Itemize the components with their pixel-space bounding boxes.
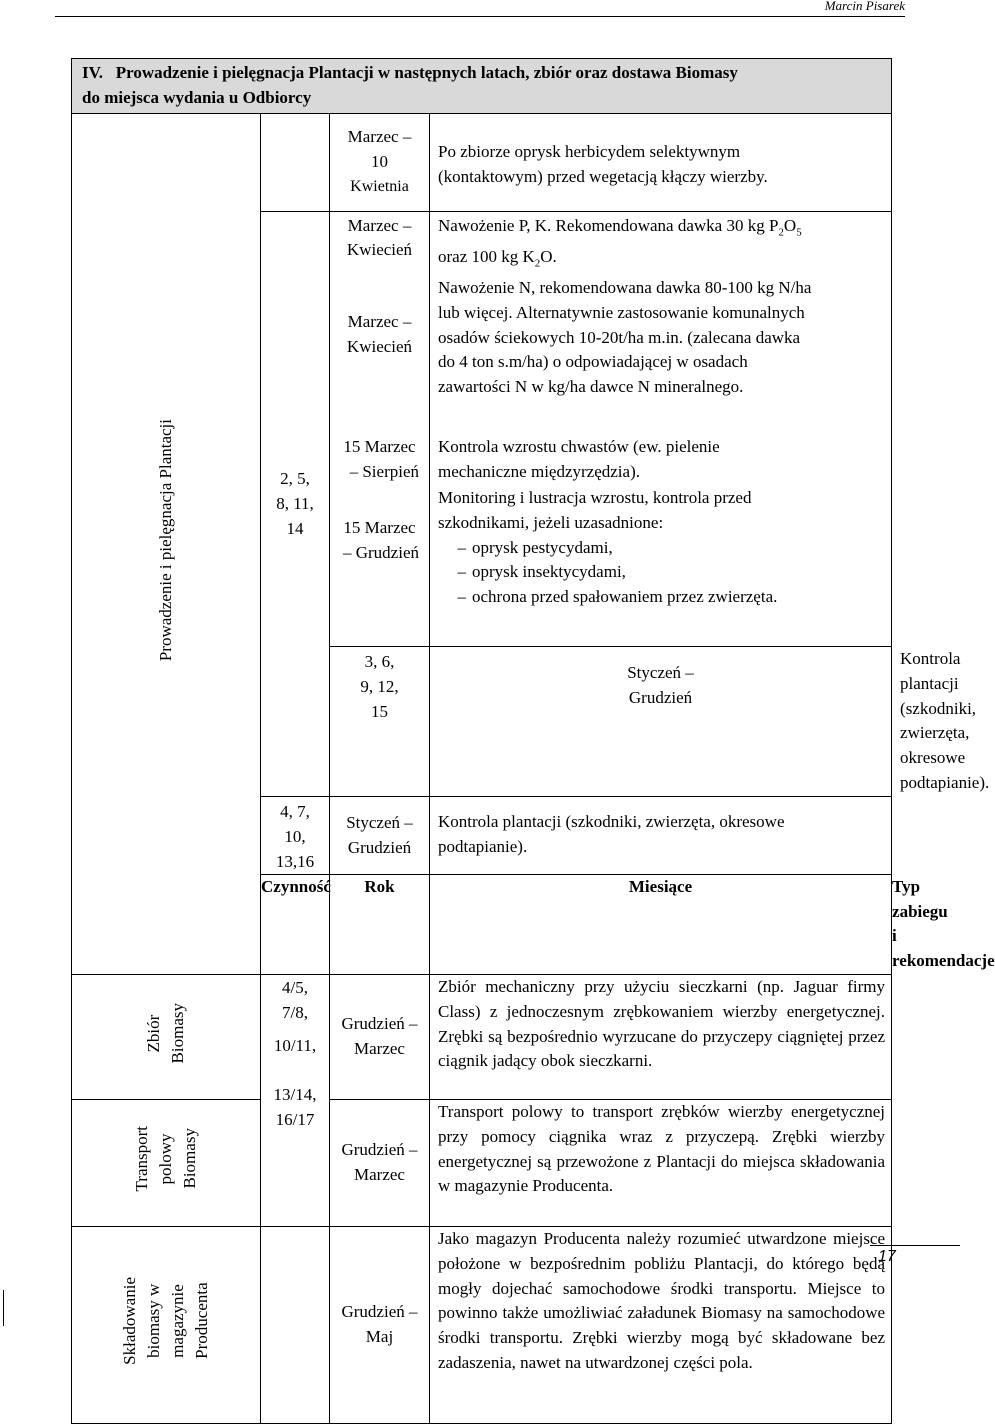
- month-text: Grudzień –: [341, 1302, 418, 1322]
- recommendation-cell: [430, 486, 892, 647]
- month-text: Kwietnia: [350, 177, 409, 195]
- year-text: 13,16: [275, 851, 315, 871]
- year-cell: [261, 211, 330, 796]
- year-text: 8, 11,: [276, 494, 314, 514]
- month-text: 15 Marzec: [343, 517, 416, 537]
- month-text: Kwiecień: [346, 336, 413, 356]
- year-text: 4/5,: [282, 977, 308, 997]
- month-text: – Grudzień: [342, 542, 419, 562]
- year-cell: [261, 1226, 330, 1423]
- table-row: [72, 974, 892, 1099]
- recommendation-line: osadów ściekowych 10-20t/ha m.in. (zalecana dawka: [438, 327, 801, 347]
- year-text: 16/17: [275, 1109, 315, 1129]
- recommendation-cell: Transport polowy to transport zrębków wierzby energetycznej przy pomocy ciągnika wraz z przyczepą. Zrębki wierzby energetycznej są przewożone z Plantacji do miejsca składowania w magazynie Producenta.: [430, 1099, 892, 1226]
- section-header-row: [72, 59, 892, 114]
- recommendation-cell: [430, 113, 892, 211]
- recommendation-cell: [430, 435, 892, 486]
- month-cell: [330, 1099, 430, 1226]
- recommendation-line: Kontrola plantacji (szkodniki, zwierzęta, okresowe: [438, 812, 785, 832]
- footer-rule: [870, 1245, 960, 1246]
- category-label: Składowanie biomasy w magazynie Producenta: [120, 1277, 211, 1365]
- month-text: Styczeń –: [627, 662, 694, 682]
- month-text: Styczeń –: [346, 812, 413, 832]
- month-text: Kwiecień: [346, 240, 413, 260]
- category-cell: [72, 1226, 261, 1423]
- table-row: [72, 1099, 892, 1226]
- year-cell: [330, 646, 430, 796]
- year-text: 9, 12,: [360, 676, 399, 696]
- table-row: [72, 113, 892, 211]
- column-header: Rok: [330, 874, 430, 974]
- section-heading: [72, 59, 892, 114]
- month-text: Grudzień –: [341, 1014, 418, 1034]
- month-cell: [330, 113, 430, 211]
- recommendation-line: szkodnikami, jeżeli uzasadnione:: [438, 512, 664, 532]
- month-cell: [330, 796, 430, 874]
- category-label: Zbiór Biomasy: [144, 1002, 187, 1064]
- month-text: Grudzień –: [341, 1140, 418, 1160]
- section-title-line1: Prowadzenie i pielęgnacja Plantacji w następnych latach, zbiór oraz dostawa Biomasy: [115, 63, 738, 82]
- month-text: Grudzień: [628, 687, 693, 707]
- year-text: 10,: [284, 826, 306, 846]
- month-text: 10: [371, 151, 388, 171]
- category-cell: [72, 974, 261, 1099]
- recommendation-line: (kontaktowym) przed wegetacją kłączy wierzby.: [438, 167, 768, 187]
- recommendation-cell: [430, 796, 892, 874]
- recommendation-line: Nawożenie P, K. Rekomendowana dawka 30 kg $P_2O_5$: [438, 215, 802, 238]
- recommendation-cell: Zbiór mechaniczny przy użyciu sieczkarni (np. Jaguar firmy Class) z jednoczesnym zrębkowaniem wierzby energetycznej. Zrębki są bezpośrednio wyrzucane do przyczepy ciągniętej przez ciągnik jadący obok sieczkarni.: [430, 974, 892, 1099]
- category-cell: [72, 113, 261, 974]
- year-text: 3, 6,: [364, 651, 395, 671]
- month-text: Marzec –: [347, 126, 412, 146]
- recommendation-cell: [430, 211, 892, 276]
- section-number: IV.: [82, 63, 103, 82]
- recommendation-line: Kontrola wzrostu chwastów (ew. pielenie: [438, 436, 720, 456]
- month-text: 15 Marzec: [343, 436, 416, 456]
- month-text: Marzec: [354, 1164, 405, 1184]
- column-header-row: Czynność Rok Miesiące Typ zabiegu i rekomendacje: [72, 874, 892, 974]
- recommendation-line: zawartości N w kg/ha dawce N mineralnego.: [438, 377, 744, 397]
- month-cell: [330, 211, 430, 276]
- year-cell: [261, 796, 330, 874]
- category-cell: [72, 1099, 261, 1226]
- year-cell: [261, 974, 330, 1226]
- page-number: 17: [878, 1248, 896, 1265]
- bullet-item: – ochrona przed spałowaniem przez zwierzęta.: [457, 587, 778, 607]
- year-text: 10/11,: [273, 1035, 317, 1055]
- recommendation-cell: Jako magazyn Producenta należy rozumieć utwardzone miejsce położone w bezpośrednim pobliżu Plantacji, do którego będą mogły dojechać samochodowe środki transportu. Miejsce to powinno także umożliwiać załadunek Biomasy na samochodowe środki transportu. Zrębki wierzby mogą być składowane bez zadaszenia, nawet na utwardzonej części pola.: [430, 1226, 892, 1423]
- month-cell: [330, 974, 430, 1099]
- table-row: 3, 6, 9, 12, 15 Styczeń – Grudzień Kontrola plantacji (szkodniki, zwierzęta, okresowe podtapianie).: [72, 646, 892, 796]
- month-text: Maj: [365, 1326, 394, 1346]
- bullet-item: – oprysk pestycydami,: [457, 537, 613, 557]
- month-cell: [330, 276, 430, 435]
- recommendation-line: podtapianie).: [438, 837, 528, 857]
- table-row: [72, 1226, 892, 1423]
- column-header: Czynność: [261, 874, 330, 974]
- margin-mark: [3, 1290, 4, 1326]
- month-cell: [330, 486, 430, 647]
- year-text: 15: [371, 701, 388, 721]
- year-text: 13/14,: [273, 1084, 317, 1104]
- section-title-line2: do miejsca wydania u Odbiorcy: [82, 87, 312, 107]
- month-text: Marzec –: [347, 215, 412, 235]
- author-name: Marcin Pisarek: [824, 0, 905, 13]
- recommendation-line: mechaniczne międzyrzędzia).: [438, 461, 640, 481]
- header-rule: [55, 16, 905, 17]
- year-text: 14: [286, 519, 304, 539]
- category-label: Prowadzenie i pielęgnacja Plantacji: [156, 418, 175, 661]
- month-text: Marzec: [354, 1038, 405, 1058]
- recommendation-line: Po zbiorze oprysk herbicydem selektywnym: [438, 142, 741, 162]
- column-header: Miesiące: [430, 874, 892, 974]
- schedule-table: [71, 58, 995, 1424]
- year-text: 7/8,: [282, 1002, 308, 1022]
- year-text: 4, 7,: [280, 801, 310, 821]
- recommendation-cell: [430, 276, 892, 435]
- year-cell: [261, 113, 330, 211]
- recommendation-line: oraz 100 kg $K_2O$.: [438, 246, 557, 270]
- year-text: 2, 5,: [280, 469, 310, 489]
- month-cell: [430, 646, 892, 796]
- recommendation-line: Nawożenie N, rekomendowana dawka 80-100 kg N/ha: [438, 277, 812, 297]
- bullet-item: – oprysk insektycydami,: [457, 562, 626, 582]
- month-cell: [330, 1226, 430, 1423]
- month-cell: [330, 435, 430, 486]
- recommendation-line: lub więcej. Alternatywnie zastosowanie komunalnych: [438, 302, 805, 322]
- month-text: Marzec –: [347, 311, 412, 331]
- recommendation-line: do 4 ton s.m/ha) o odpowiadającej w osadach: [438, 352, 748, 372]
- recommendation-line: Monitoring i lustracja wzrostu, kontrola przed: [438, 487, 752, 507]
- category-label: Transport polowy Biomasy: [132, 1126, 199, 1192]
- month-text: Grudzień: [347, 837, 412, 857]
- month-text: – Sierpień: [349, 461, 419, 481]
